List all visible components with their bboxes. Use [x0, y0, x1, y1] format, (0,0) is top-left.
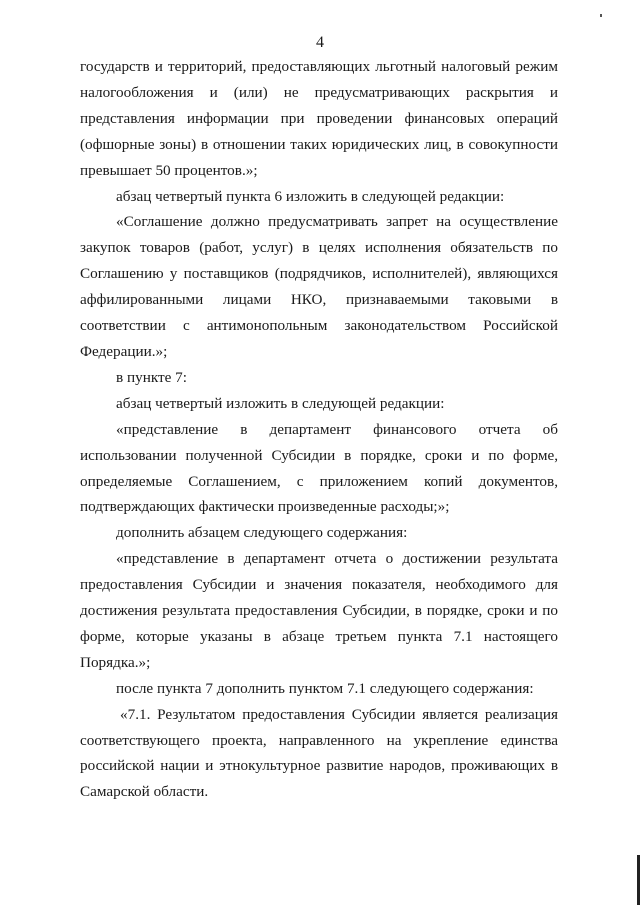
paragraph-add-point-7-1: после пункта 7 дополнить пунктом 7.1 следующего содержания:: [116, 679, 534, 697]
paragraph-amend-abzac-4: абзац четвертый изложить в следующей редакции:: [116, 394, 445, 412]
page-number: 4: [316, 34, 324, 51]
scan-artifact: [600, 14, 602, 17]
paragraph-offshore-continuation: государств и территорий, предоставляющих льготный налоговый режим налогообложения и (или) не предусматривающих раскрытия и представления информации при проведении финансовых операций (офшорные зоны) в отношении таких юридических лиц, в совокупности превышает 50 процентов.»;: [80, 58, 558, 179]
paragraph-financial-report: «представление в департамент финансового отчета об использовании полученной Субсидии в порядке, сроки и по форме, определяемые Соглашением, с приложением копий документов, подтверждающих фактически произведенные расходы;»;: [80, 420, 558, 516]
paragraph-point-7-1: «7.1. Результатом предоставления Субсидии является реализация соответствующего проекта, направленного на укрепление единства российской нации и этнокультурное развитие народов, проживающих в Самарской области.: [80, 705, 558, 801]
paragraph-add-abzac: дополнить абзацем следующего содержания:: [116, 524, 408, 542]
paragraph-result-report: «представление в департамент отчета о достижении результата предоставления Субсидии и значения показателя, необходимого для достижения результата предоставления Субсидии, в порядке, сроки и по форме, которые указаны в абзаце третьем пункта 7.1 настоящего Порядка.»;: [80, 550, 558, 671]
paragraph-point-7: в пункте 7:: [116, 368, 187, 386]
paragraph-agreement-ban: «Соглашение должно предусматривать запрет на осуществление закупок товаров (работ, услуг) в целях исполнения обязательств по Соглашению у поставщиков (подрядчиков, исполнителей), являющихся аффилированными лицами НКО, признаваемыми таковыми в соответствии с антимонопольным законодательством Российской Федерации.»;: [80, 213, 558, 360]
paragraph-amend-point-6: абзац четвертый пункта 6 изложить в следующей редакции:: [116, 187, 505, 205]
document-body: [80, 54, 558, 805]
